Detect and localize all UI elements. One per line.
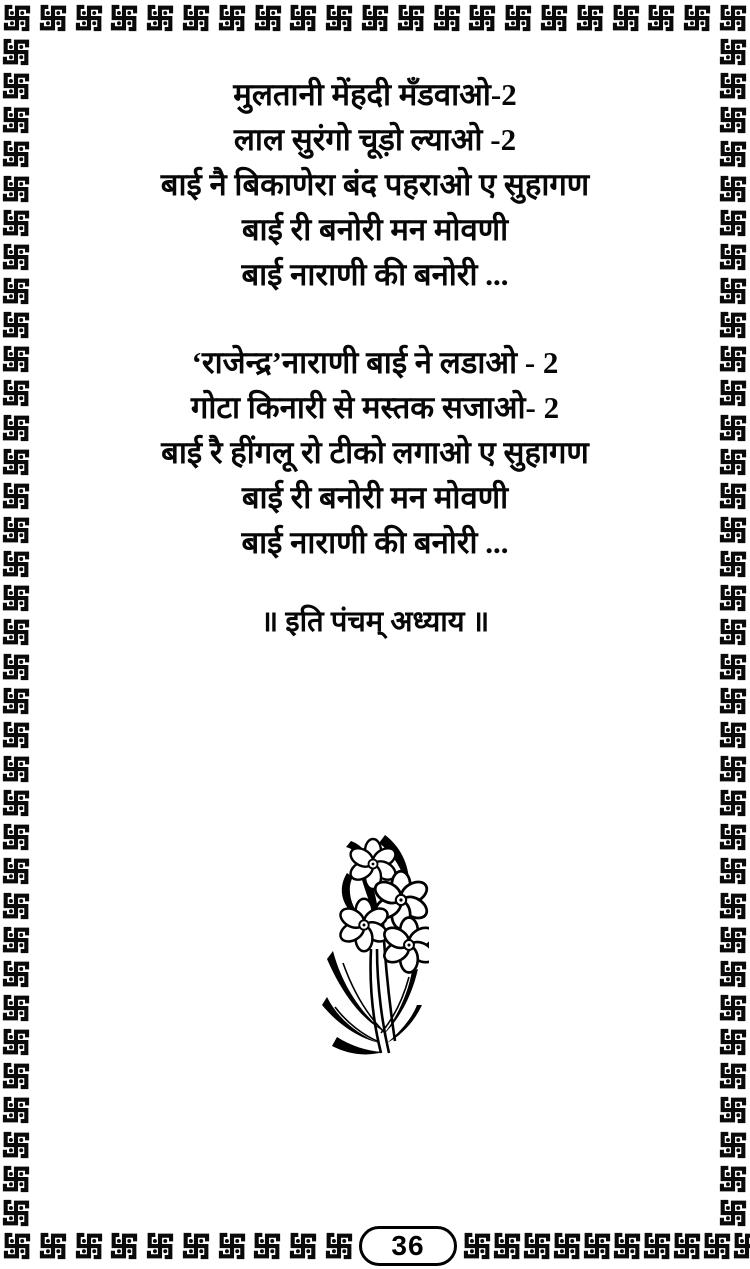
swastika-icon — [1, 993, 31, 1023]
swastika-icon — [702, 1231, 732, 1261]
swastika-icon — [145, 1231, 175, 1261]
swastika-icon — [672, 1231, 702, 1261]
swastika-icon — [522, 1231, 552, 1261]
swastika-icon — [718, 788, 748, 818]
flower-ornament — [321, 831, 429, 1059]
swastika-icon — [1, 549, 31, 579]
decorative-border-bottom — [2, 1226, 748, 1266]
swastika-icon — [718, 37, 748, 67]
swastika-icon — [1, 515, 31, 545]
stanza-line: बाई री बनोरी मन मोवणी — [241, 212, 509, 247]
swastika-icon — [1, 413, 31, 443]
decorative-border-top — [2, 2, 748, 34]
swastika-icon — [217, 1231, 247, 1261]
stanza-line: ‘राजेन्द्र’नाराणी बाई ने लडाओ - 2 — [191, 345, 559, 380]
swastika-icon — [718, 856, 748, 886]
stanza-line: लाल सुरंगो चूड़ो ल्याओ -2 — [233, 122, 517, 157]
swastika-icon — [1, 242, 31, 272]
swastika-icon — [1, 788, 31, 818]
swastika-icon — [718, 1164, 748, 1194]
swastika-icon — [1, 174, 31, 204]
stanza-line: बाई री बनोरी मन मोवणी — [241, 480, 509, 515]
swastika-icon — [1, 37, 31, 67]
swastika-icon — [181, 1231, 211, 1261]
swastika-icon — [109, 1231, 139, 1261]
swastika-icon — [1, 720, 31, 750]
swastika-icon — [1, 344, 31, 374]
swastika-icon — [1, 754, 31, 784]
swastika-icon — [1, 925, 31, 955]
swastika-icon — [288, 3, 318, 33]
swastika-icon — [718, 71, 748, 101]
page-content — [36, 36, 714, 643]
swastika-icon — [1, 822, 31, 852]
decorative-border-right — [718, 37, 748, 1228]
swastika-icon — [360, 3, 390, 33]
swastika-icon — [732, 1231, 750, 1261]
swastika-icon — [718, 344, 748, 374]
stanza-line: गोटा किनारी से मस्तक सजाओ- 2 — [190, 390, 560, 425]
stanza-line: बाई नाराणी की बनोरी ... — [241, 525, 509, 560]
swastika-icon — [252, 1231, 282, 1261]
swastika-icon — [718, 139, 748, 169]
swastika-icon — [492, 1231, 522, 1261]
swastika-icon — [1, 447, 31, 477]
swastika-icon — [612, 1231, 642, 1261]
swastika-icon — [109, 3, 139, 33]
swastika-icon — [74, 1231, 104, 1261]
swastika-icon — [718, 1027, 748, 1057]
swastika-icon — [2, 1231, 32, 1261]
swastika-icon — [503, 3, 533, 33]
swastika-icon — [145, 3, 175, 33]
page-number: 36 — [391, 1230, 425, 1261]
swastika-icon — [718, 208, 748, 238]
swastika-icon — [1, 378, 31, 408]
swastika-icon — [718, 822, 748, 852]
swastika-icon — [718, 720, 748, 750]
swastika-icon — [1, 891, 31, 921]
border-bottom-right-segment — [462, 1231, 750, 1261]
swastika-icon — [718, 617, 748, 647]
swastika-icon — [718, 891, 748, 921]
swastika-icon — [539, 3, 569, 33]
swastika-icon — [1, 652, 31, 682]
swastika-icon — [1, 1198, 31, 1228]
swastika-icon — [718, 310, 748, 340]
flower-ornament-drawing — [321, 831, 429, 1059]
stanza-line: मुलतानी मेंहदी मँडवाओ-2 — [233, 77, 517, 112]
swastika-icon — [1, 856, 31, 886]
swastika-icon — [575, 3, 605, 33]
chapter-closing-line: ॥ इति पंचम् अध्याय ॥ — [260, 606, 490, 638]
swastika-icon — [324, 1231, 354, 1261]
swastika-icon — [718, 993, 748, 1023]
swastika-icon — [396, 3, 426, 33]
swastika-icon — [718, 1130, 748, 1160]
swastika-icon — [718, 686, 748, 716]
swastika-icon — [718, 447, 748, 477]
swastika-icon — [718, 1061, 748, 1091]
swastika-icon — [582, 1231, 612, 1261]
swastika-icon — [462, 1231, 492, 1261]
swastika-icon — [1, 1061, 31, 1091]
swastika-icon — [718, 754, 748, 784]
swastika-icon — [74, 3, 104, 33]
swastika-icon — [718, 583, 748, 613]
swastika-icon — [1, 959, 31, 989]
swastika-icon — [1, 686, 31, 716]
swastika-icon — [1, 617, 31, 647]
swastika-icon — [646, 3, 676, 33]
swastika-icon — [718, 3, 748, 33]
swastika-icon — [1, 583, 31, 613]
swastika-icon — [1, 71, 31, 101]
swastika-icon — [611, 3, 641, 33]
stanza-line: बाई नाराणी की बनोरी ... — [241, 257, 509, 292]
swastika-icon — [1, 105, 31, 135]
swastika-icon — [718, 413, 748, 443]
stanza-line: बाई नै बिकाणेरा बंद पहराओ ए सुहागण — [160, 167, 590, 202]
swastika-icon — [718, 105, 748, 135]
swastika-icon — [1, 1027, 31, 1057]
swastika-icon — [718, 378, 748, 408]
swastika-icon — [552, 1231, 582, 1261]
swastika-icon — [1, 1095, 31, 1125]
stanza-1 — [36, 72, 714, 297]
swastika-icon — [432, 3, 462, 33]
swastika-icon — [38, 3, 68, 33]
swastika-icon — [718, 1095, 748, 1125]
swastika-icon — [682, 3, 712, 33]
swastika-icon — [1, 208, 31, 238]
border-bottom-left-segment — [2, 1231, 354, 1261]
swastika-icon — [718, 242, 748, 272]
stanza-2 — [36, 340, 714, 565]
decorative-border-left — [1, 37, 31, 1228]
page-number-badge — [359, 1226, 457, 1266]
swastika-icon — [718, 481, 748, 511]
swastika-icon — [288, 1231, 318, 1261]
swastika-icon — [718, 959, 748, 989]
swastika-icon — [1, 139, 31, 169]
swastika-icon — [718, 1198, 748, 1228]
swastika-icon — [1, 276, 31, 306]
swastika-icon — [718, 549, 748, 579]
swastika-icon — [718, 276, 748, 306]
swastika-icon — [718, 652, 748, 682]
swastika-icon — [2, 3, 32, 33]
stanza-line: बाई रै हींगलू रो टीको लगाओ ए सुहागण — [161, 435, 589, 470]
swastika-icon — [718, 925, 748, 955]
swastika-icon — [324, 3, 354, 33]
swastika-icon — [1, 1130, 31, 1160]
swastika-icon — [217, 3, 247, 33]
swastika-icon — [467, 3, 497, 33]
swastika-icon — [253, 3, 283, 33]
swastika-icon — [38, 1231, 68, 1261]
swastika-icon — [718, 174, 748, 204]
swastika-icon — [642, 1231, 672, 1261]
swastika-icon — [181, 3, 211, 33]
swastika-icon — [1, 481, 31, 511]
swastika-icon — [1, 1164, 31, 1194]
swastika-icon — [1, 310, 31, 340]
swastika-icon — [718, 515, 748, 545]
